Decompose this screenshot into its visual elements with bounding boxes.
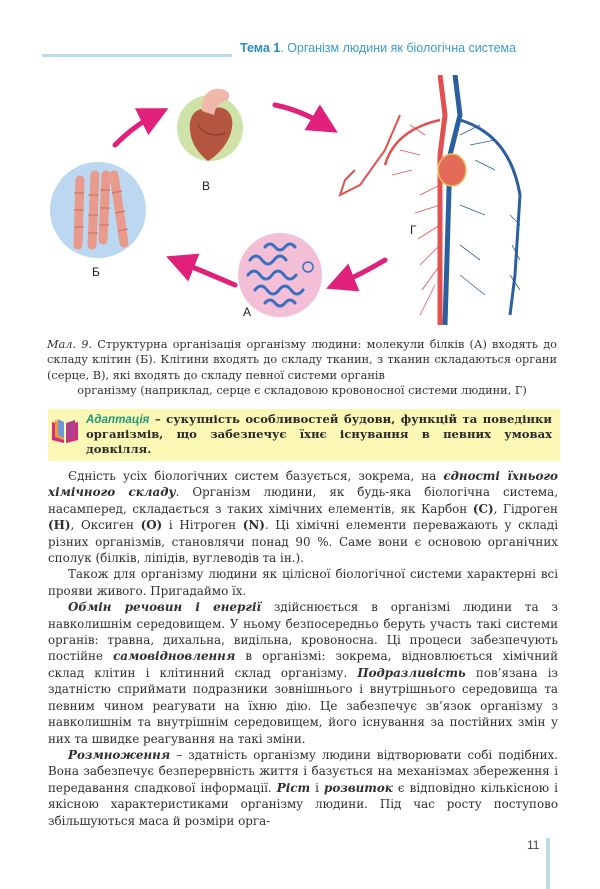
caption-prefix: Мал. 9.: [47, 338, 93, 351]
figure-caption: [47, 337, 557, 399]
label-g: Г: [410, 223, 417, 237]
figure-illustration: [40, 75, 560, 325]
paragraph-2: Також для організму людини як цілісної біологічної системи характерні всі прояви живого. Пригадаймо їх.: [48, 567, 558, 598]
p3-text-a: здійснюється в організмі людини та з навколишнім середовищем. У ньому безпосередньо беруть участь такі системи органів: травна, дихальна, видільна, кровоносна. Ці процеси забезпечують постійне: [48, 600, 558, 664]
p3-text-b: в організмі: зокрема, відновлюється хімічний склад клітин і клітинний склад організму.: [48, 649, 558, 680]
symbol-carbon: (C): [472, 501, 494, 516]
running-header: [0, 38, 600, 62]
caption-text: Структурна організація організму людини: молекули білків (А) входять до складу клітин (Б). Клітини входять до складу тканин, з тканин складаються органи (серце, В), які входять до складу певної системи органів: [47, 338, 557, 382]
p1-text-e: , Оксиген: [70, 518, 141, 533]
symbol-hydrogen: (H): [48, 518, 71, 533]
definition-box: [48, 409, 560, 461]
book-icon: [50, 418, 80, 444]
main-text: [48, 468, 558, 829]
topic-number: Тема 1: [240, 41, 281, 55]
paragraph-1: [48, 468, 558, 566]
topic-title: [240, 41, 516, 55]
p1-emphasis: єдності їхнього хімічного складу: [48, 469, 558, 500]
label-b: Б: [92, 265, 100, 279]
figure-structural-organization: [40, 75, 560, 325]
term-irritability: Подразливість: [357, 665, 466, 680]
heart-image: [177, 89, 243, 161]
p3-text-c: пов’язана із здатністю сприймати подразники зовнішнього і внутрішнього середовища та певним чином реагувати на їхню дію. Це забезпечує зв’язок організму з навколишнім та внутрішнім середовищем, його існування за постійних змін у них та швидке реагування на такі зміни.: [48, 665, 558, 746]
label-v: В: [202, 179, 211, 193]
paragraph-3: [48, 599, 558, 747]
p1-text-a: Єдність усіх біологічних систем базується, зокрема, на: [68, 469, 444, 483]
definition-body: – сукупність особливостей будови, функцій та поведінки організмів, що забезпечує їхнє існування в певних умовах довкілля.: [86, 412, 552, 457]
p1-text-d: , Гідроген: [493, 501, 558, 516]
p1-text-f: і Нітроген: [162, 518, 243, 533]
term-development: розвиток: [324, 780, 393, 795]
page-number: 11: [527, 838, 540, 852]
topic-name: . Організм людини як біологічна система: [280, 41, 517, 55]
p1-text-c: . Організм людини, як будь-яка біологічна система, насамперед, складається з таких хімічних елементів, як Карбон: [48, 485, 558, 516]
term-metabolism: Обмін речовин і енергії: [68, 600, 262, 615]
label-a: А: [243, 305, 252, 319]
caption-last-line: організму (наприклад, серце є складовою кровоносної системи людини, Г): [77, 384, 527, 398]
p1-text-g: . Ці хімічні елементи переважають у складі різних організмів, становлячи понад 90 %. Саме вони є основою органічних сполук (білків, ліпідів, вуглеводів та ін.).: [48, 518, 558, 566]
definition-term: Адаптація: [86, 413, 150, 426]
p4-text-a: – здатність організму людини відтворювати собі подібних. Вона забезпечує безперервність життя і базується на механізмах збереження і передавання спадкової інформації.: [48, 747, 558, 795]
header-rule: [42, 54, 232, 57]
muscle-fibers-image: [50, 162, 146, 258]
term-reproduction: Розмноження: [68, 747, 171, 762]
p4-text-c: є відповідно кількісною і якісною характеристиками організму людини. Під час росту поступово збільшуються маса й розміри орга-: [48, 780, 558, 828]
paragraph-4: [48, 747, 558, 829]
symbol-oxygen: (O): [140, 518, 163, 533]
page-edge-bar: [546, 838, 550, 889]
definition-text: [86, 412, 552, 458]
p4-text-b: і: [310, 780, 324, 795]
term-growth: Ріст: [276, 780, 311, 795]
symbol-nitrogen: (N): [242, 518, 265, 533]
term-self-renewal: самовідновлення: [113, 649, 236, 664]
circulatory-system-image: [340, 75, 520, 325]
